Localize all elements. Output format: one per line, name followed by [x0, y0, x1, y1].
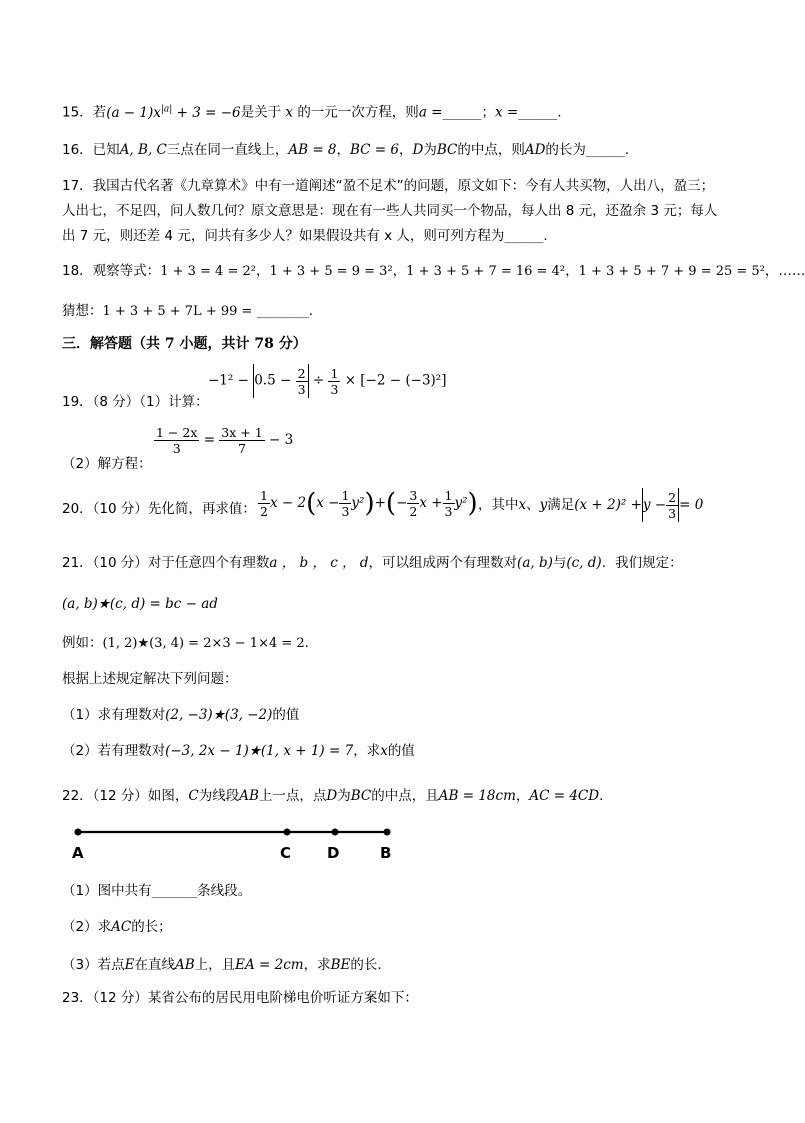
question-23: 23．（12 分）某省公布的居民用电阶梯电价听证方案如下：	[62, 990, 418, 1006]
q15-equation: $(a - 1)x^{|a|} + 3 = -6$	[106, 104, 241, 121]
q22-part-3: （3）若点E在直线AB上，且EA = 2cm，求BE的长.	[62, 957, 382, 973]
question-19-part-1: 19．（8 分）（1）计算：	[62, 394, 209, 410]
label-c: C	[280, 844, 292, 862]
question-15: 15．若$(a - 1)x^{|a|} + 3 = -6$是关于 x 的一元一次方程，则a =______；x =______.	[62, 104, 562, 121]
point-c	[284, 829, 291, 836]
point-b	[384, 829, 391, 836]
point-d	[332, 829, 339, 836]
q22-part-2: （2）求AC的长；	[62, 919, 172, 935]
label-a: A	[72, 844, 84, 862]
q21-instruction: 根据上述规定解决下列问题：	[62, 671, 238, 687]
question-20: 20．（10 分）先化简，再求值：	[62, 501, 256, 517]
q16-blank: ______	[585, 143, 625, 158]
q15-blank-a: ______	[442, 105, 482, 121]
q21-part-1: （1）求有理数对(2, −3)★(3, −2)的值	[62, 707, 300, 723]
q22-part-1: （1）图中共有_______条线段。	[62, 883, 252, 899]
point-a	[75, 829, 82, 836]
question-18: 18．观察等式：1 + 3 = 4 = 2²，1 + 3 + 5 = 9 = 3²，1 + 3 + 5 + 7 = 16 = 4²，1 + 3 + 5 + 7 + 9 = 25 = 5²，……	[62, 263, 805, 279]
q17-blank: ______	[504, 229, 544, 244]
question-21: 21．（10 分）对于任意四个有理数a ， b ， c ， d，可以组成两个有理数对(a, b)与(c, d)．我们规定：	[62, 555, 683, 571]
section-3-title: 三．解答题（共 7 小题，共计 78 分）	[62, 336, 307, 352]
question-22: 22．（12 分）如图，C为线段AB上一点，点D为BC的中点，且AB = 18cm，AC = 4CD.	[62, 788, 604, 804]
question-17-line-3: 出 7 元，则还差 4 元，问共有多少人？如果假设共有 x 人，则可列方程为______.	[62, 228, 548, 244]
q21-part-2: （2）若有理数对(−3, 2x − 1)★(1, x + 1) = 7，求x的值	[62, 743, 415, 759]
question-17-line-2: 人出七，不足四，问人数几何？原文意思是：现在有一些人共同买一个物品，每人出 8 元，还盈余 3 元；每人	[62, 203, 718, 219]
q22-blank: _______	[151, 884, 198, 899]
label-b: B	[380, 844, 392, 862]
question-18-guess: 猜想：1 + 3 + 5 + 7L + 99 = ________.	[62, 303, 314, 319]
q21-example: 例如：(1, 2)★(3, 4) = 2×3 − 1×4 = 2.	[62, 635, 309, 651]
question-17-line-1: 17．我国古代名著《九章算术》中有一道阐述“盈不足术”的问题，原文如下：今有人共买物，人出八，盈三；	[62, 178, 715, 194]
question-19-part-2: （2）解方程：	[62, 456, 152, 472]
q19-equation: $\frac{1 - 2x}{3}$ = $\frac{3x + 1}{7}$ − 3	[156, 425, 294, 456]
q22-segment-figure	[70, 822, 410, 866]
label-d: D	[327, 844, 340, 862]
q21-definition: (a, b)★(c, d) = bc − ad	[62, 596, 218, 612]
question-16: 16．已知A, B, C三点在同一直线上，AB = 8，BC = 6，D为BC的中点，则AD的长为______.	[62, 142, 630, 158]
q20-condition: ，其中x、y满足(x + 2)² +y − $\frac{2}{3}$ = 0	[478, 489, 704, 521]
q20-expression: $\frac{1}{2}$ x − 2(x − $\frac{1}{3}$ y²)+(− $\frac{3}{2}$ x + $\frac{1}{3}$ y²)	[260, 488, 478, 519]
q19-calc-expression: −1² − 0.5 − $\frac{2}{3}$ ÷ $\frac{1}{3}$ × [−2 − (−3)²]	[208, 365, 447, 397]
q18-blank: ________	[256, 304, 309, 319]
q15-blank-x: ______	[518, 105, 558, 121]
